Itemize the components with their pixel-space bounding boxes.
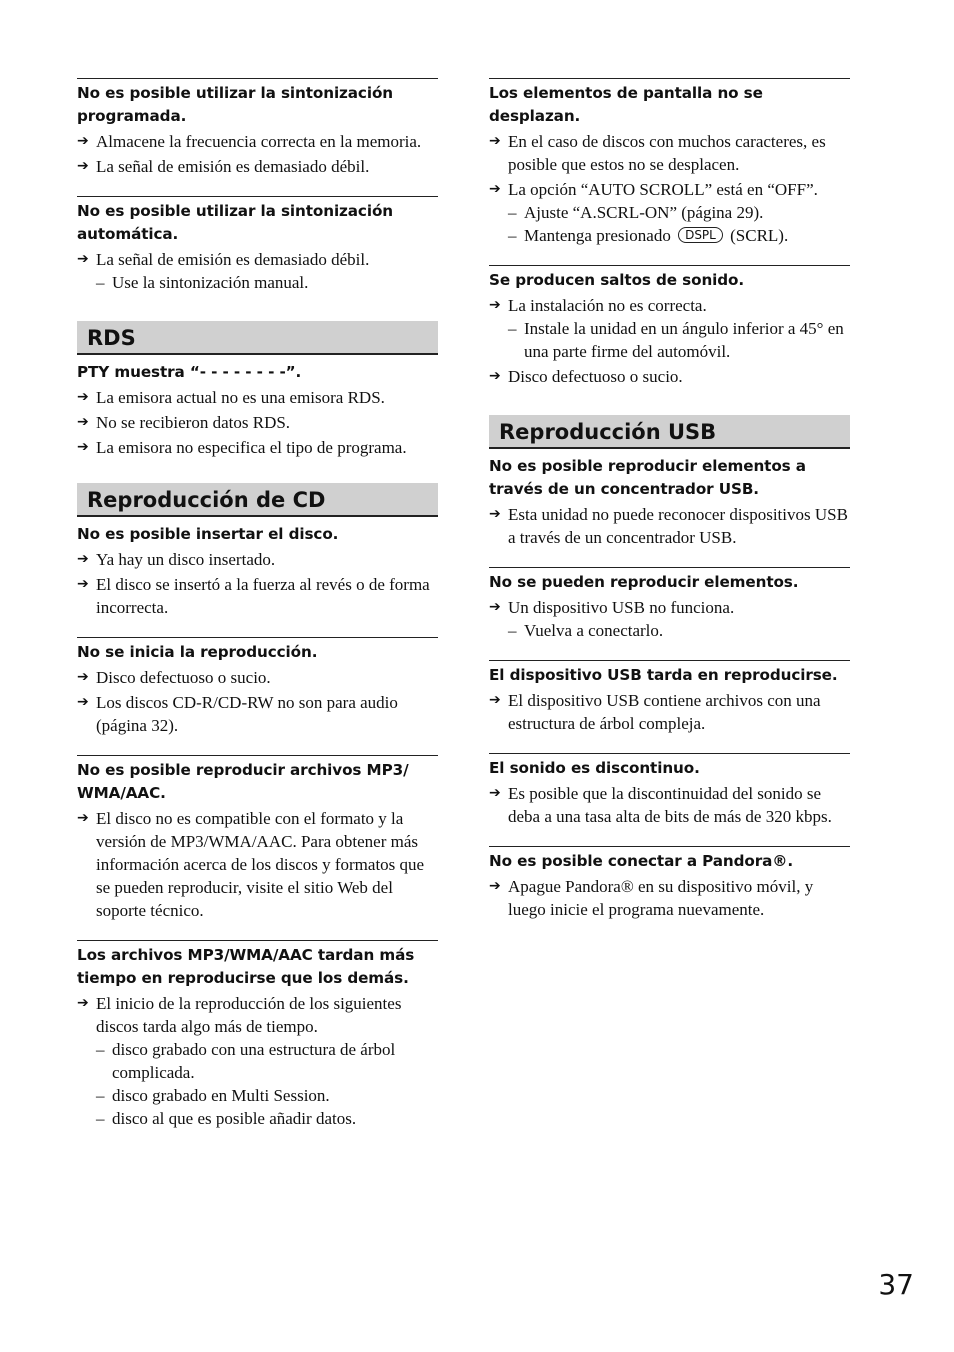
list-item: ➔ Esta unidad no puede reconocer dispositivos USB a través de un concentrador USB.	[489, 505, 848, 547]
heading: No es posible reproducir archivos MP3/ WMA/AAC.	[77, 761, 409, 802]
list-item: ➔ La emisora no especifica el tipo de programa.	[77, 438, 407, 457]
arrow-icon: ➔	[489, 133, 501, 149]
sub-item: – disco grabado con una estructura de árbol complicada.	[96, 1040, 396, 1082]
dspl-key-icon: DSPL	[678, 227, 723, 243]
arrow-icon: ➔	[77, 158, 89, 174]
dash: –	[96, 1040, 105, 1059]
dash: –	[96, 273, 105, 292]
usb-slow-block	[489, 660, 850, 735]
cd-mp3-block	[77, 755, 438, 922]
arrow-icon: ➔	[489, 297, 501, 313]
arrow-icon: ➔	[489, 785, 501, 801]
arrow-icon: ➔	[77, 810, 89, 826]
sub-item: – Ajuste “A.SCRL-ON” (página 29).	[508, 203, 764, 222]
dash: –	[508, 203, 517, 222]
sub-item: – disco grabado en Multi Session.	[96, 1086, 330, 1105]
usb-sound-block	[489, 753, 850, 828]
heading: No es posible conectar a Pandora®.	[489, 852, 794, 870]
sub-item: – Instale la unidad en un ángulo inferior a 45° en una parte firme del automóvil.	[508, 319, 844, 361]
list-item: ➔ Disco defectuoso o sucio.	[77, 668, 271, 687]
list-item: ➔ Es posible que la discontinuidad del sonido se deba a una tasa alta de bits de más de 320 kbps.	[489, 784, 832, 826]
arrow-icon: ➔	[489, 692, 501, 708]
heading: No es posible reproducir elementos a través de un concentrador USB.	[489, 457, 806, 498]
arrow-icon: ➔	[489, 181, 501, 197]
dash: –	[96, 1086, 105, 1105]
arrow-icon: ➔	[77, 389, 89, 405]
arrow-icon: ➔	[77, 576, 89, 592]
dash: –	[508, 226, 517, 245]
list-item: ➔ No se recibieron datos RDS.	[77, 413, 291, 432]
heading: El sonido es discontinuo.	[489, 759, 700, 777]
arrow-icon: ➔	[77, 133, 89, 149]
list-item: ➔ En el caso de discos con muchos caracteres, es posible que estos no se desplacen.	[489, 132, 826, 174]
list-item: ➔ La opción “AUTO SCROLL” está en “OFF”.	[489, 180, 818, 199]
heading: No es posible insertar el disco.	[77, 525, 339, 543]
section-cd	[77, 483, 438, 1130]
list-item: ➔ La señal de emisión es demasiado débil.	[77, 157, 370, 176]
list-item: ➔ La señal de emisión es demasiado débil.	[77, 250, 370, 269]
section-auto-tuning	[77, 196, 438, 294]
arrow-icon: ➔	[77, 551, 89, 567]
usb-pandora-block	[489, 846, 850, 921]
heading: El dispositivo USB tarda en reproducirse.	[489, 666, 838, 684]
section-preset-tuning	[77, 78, 438, 178]
cd-slow-block	[77, 940, 438, 1130]
heading: Los archivos MP3/WMA/AAC tardan más tiempo en reproducirse que los demás.	[77, 946, 415, 987]
arrow-icon: ➔	[489, 368, 501, 384]
cd-playback-block	[77, 637, 438, 737]
list-item: ➔ El disco no es compatible con el formato y la versión de MP3/WMA/AAC. Para obtener más información acerca de los discos y formatos que se pueden reproducir, visite el sitio Web del soporte técnico.	[77, 809, 425, 920]
heading: PTY muestra “- - - - - - - -”.	[77, 363, 302, 381]
arrow-icon: ➔	[77, 414, 89, 430]
section-title: Reproducción de CD	[77, 483, 438, 517]
dash: –	[96, 1109, 105, 1128]
arrow-icon: ➔	[77, 251, 89, 267]
sub-item: – disco al que es posible añadir datos.	[96, 1109, 357, 1128]
list-item: ➔ El dispositivo USB contiene archivos con una estructura de árbol compleja.	[489, 691, 821, 733]
list-item: ➔ Almacene la frecuencia correcta en la memoria.	[77, 132, 422, 151]
heading: No se pueden reproducir elementos.	[489, 573, 799, 591]
arrow-icon: ➔	[77, 439, 89, 455]
dash: –	[508, 621, 517, 640]
list-item: ➔ El inicio de la reproducción de los siguientes discos tarda algo más de tiempo.	[77, 994, 402, 1036]
arrow-icon: ➔	[77, 669, 89, 685]
list-item: ➔ Los discos CD-R/CD-RW no son para audio (página 32).	[77, 693, 398, 735]
section-skips	[489, 265, 850, 388]
left-column	[77, 78, 438, 1130]
cd-insert-block	[77, 523, 438, 619]
right-column	[489, 78, 850, 921]
usb-hub-block	[489, 455, 850, 549]
list-item: ➔ La emisora actual no es una emisora RDS.	[77, 388, 385, 407]
page-number: 37	[878, 1268, 914, 1301]
heading: No se inicia la reproducción.	[77, 643, 318, 661]
list-item: ➔ La instalación no es correcta.	[489, 296, 707, 315]
heading: No es posible utilizar la sintonización programada.	[77, 84, 393, 125]
section-scroll	[489, 78, 850, 247]
usb-play-block	[489, 567, 850, 642]
section-rds	[77, 321, 438, 459]
list-item: ➔ Ya hay un disco insertado.	[77, 550, 276, 569]
arrow-icon: ➔	[489, 506, 501, 522]
list-item: ➔ Un dispositivo USB no funciona.	[489, 598, 735, 617]
heading: Se producen saltos de sonido.	[489, 271, 745, 289]
section-title: RDS	[77, 321, 438, 355]
section-title: Reproducción USB	[489, 415, 850, 449]
heading: Los elementos de pantalla no se desplazan.	[489, 84, 763, 125]
sub-item: – Vuelva a conectarlo.	[508, 621, 664, 640]
dash: –	[508, 319, 517, 338]
heading: No es posible utilizar la sintonización automática.	[77, 202, 393, 243]
arrow-icon: ➔	[489, 878, 501, 894]
list-item: ➔ Disco defectuoso o sucio.	[489, 367, 683, 386]
arrow-icon: ➔	[77, 694, 89, 710]
list-item: ➔ El disco se insertó a la fuerza al revés o de forma incorrecta.	[77, 575, 430, 617]
arrow-icon: ➔	[489, 599, 501, 615]
section-usb	[489, 415, 850, 921]
arrow-icon: ➔	[77, 995, 89, 1011]
list-item: ➔ Apague Pandora® en su dispositivo móvil, y luego inicie el programa nuevamente.	[489, 877, 814, 919]
sub-item: – Mantenga presionado DSPL (SCRL).	[508, 226, 789, 245]
sub-item: – Use la sintonización manual.	[96, 273, 309, 292]
